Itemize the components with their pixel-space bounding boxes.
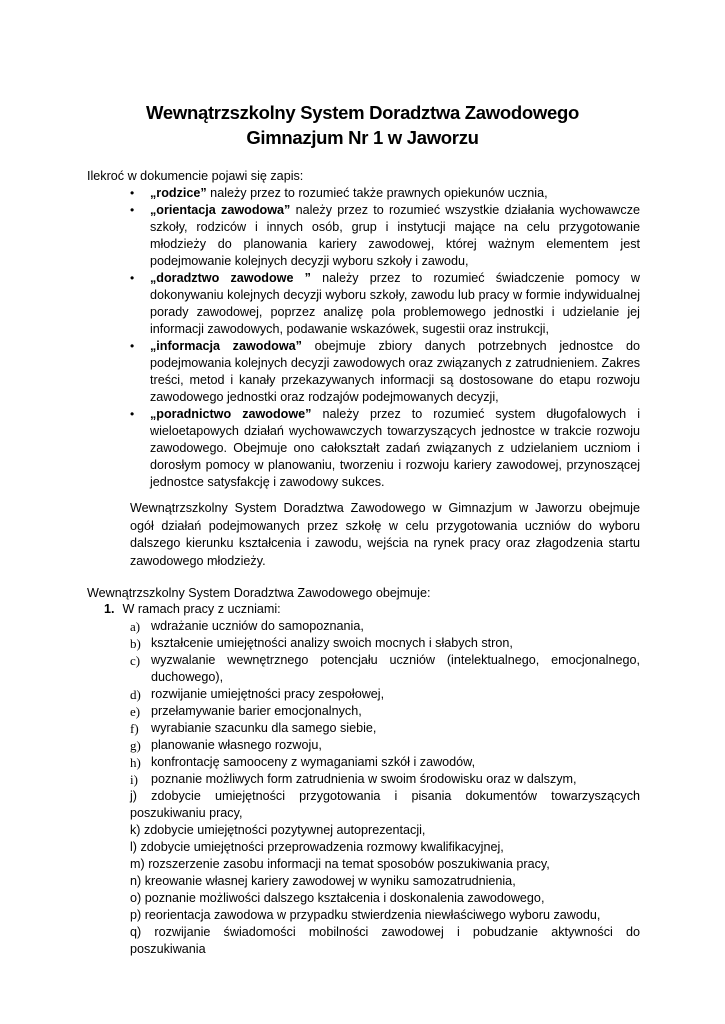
document-title: Wewnątrzszkolny System Doradztwa Zawodowego: [146, 102, 579, 123]
definition-term: „informacja zawodowa”: [150, 339, 302, 353]
document-subtitle: Gimnazjum Nr 1 w Jaworzu: [246, 127, 479, 148]
list-item: [130, 754, 640, 771]
list-item-text: konfrontację samooceny z wymaganiami szkół i zawodów,: [151, 755, 476, 769]
list-item-text: planowanie własnego rozwoju,: [151, 738, 322, 752]
list-item: [130, 618, 640, 635]
bullet-icon: •: [130, 203, 135, 217]
bullet-icon: •: [130, 271, 135, 285]
list-letter: i): [130, 772, 138, 787]
bullet-icon: •: [130, 186, 135, 200]
definitions-list: [128, 185, 640, 491]
list-letter: d): [130, 687, 141, 702]
list-letter: m): [130, 857, 145, 871]
list-letter: p): [130, 908, 142, 922]
list-item-text: rozwijanie umiejętności pracy zespołowej,: [151, 687, 385, 701]
list-item: [130, 788, 640, 822]
list-item: [130, 703, 640, 720]
definition-item: [128, 202, 640, 270]
list-letter: k): [130, 823, 141, 837]
list-letter: j): [130, 789, 137, 803]
list-item-text: wdrażanie uczniów do samopoznania,: [151, 619, 364, 633]
bullet-icon: •: [130, 407, 135, 421]
list-item: [130, 873, 640, 890]
list-item-text: reorientacja zawodowa w przypadku stwierdzenia niewłaściwego wyboru zawodu,: [144, 908, 601, 922]
list-letter: f): [130, 721, 139, 736]
section-heading: [104, 601, 281, 618]
list-item: [130, 856, 640, 873]
list-item: [130, 907, 640, 924]
definition-text: należy przez to rozumieć świadczenie pomocy w dokonywaniu kolejnych decyzji wyboru szkoły, zawodu lub pracy w formie indywidualnej porady zawodowej, poprzez analizę pola problemowego jednostki i udzielanie jej informacji zawodowych, podawanie wskazówek, sugestii oraz instrukcji,: [150, 271, 640, 336]
definitions-intro: Ilekroć w dokumencie pojawi się zapis:: [87, 169, 304, 183]
list-letter: a): [130, 619, 141, 634]
definition-item: [128, 270, 640, 338]
list-item: [130, 720, 640, 737]
list-item-text: zdobycie umiejętności pozytywnej autoprezentacji,: [144, 823, 426, 837]
list-item: [130, 890, 640, 907]
bullet-icon: •: [130, 339, 135, 353]
definition-term: „orientacja zawodowa”: [150, 203, 291, 217]
student-work-list: [130, 618, 640, 958]
list-letter: o): [130, 891, 142, 905]
list-letter: g): [130, 738, 141, 753]
list-item: [130, 924, 640, 958]
definition-term: „doradztwo zawodowe ”: [150, 271, 311, 285]
list-item: [130, 686, 640, 703]
list-item: [130, 635, 640, 652]
definition-item: [128, 185, 640, 202]
list-letter: q): [130, 925, 142, 939]
list-item-text: poznanie możliwych form zatrudnienia w swoim środowisku oraz w dalszym,: [151, 772, 577, 786]
definition-text: należy przez to rozumieć system długofalowych i wieloetapowych działań wychowawczych towarzyszących jednostce w trakcie rozwoju zawodowego. Obejmuje ono całokształt zadań związanych z udzielaniem uczniom i dorosłym pomocy w planowaniu, tworzeniu i rozwoju kariery zawodowej, przynoszącej jednostce satysfakcję i zawodowy sukces.: [150, 407, 640, 489]
list-item: [130, 652, 640, 686]
definition-text: należy przez to rozumieć wszystkie działania wychowawcze szkoły, rodziców i innych osób, grup i instytucji mające na celu przygotowanie młodzieży do planowania kariery zawodowej, której ważnym elementem jest podejmowanie kolejnych decyzji wyboru szkoły i zawodu,: [150, 203, 640, 268]
definition-item: [128, 338, 640, 406]
section-title: W ramach pracy z uczniami:: [122, 602, 281, 616]
list-item-text: przełamywanie barier emocjonalnych,: [151, 704, 362, 718]
definition-item: [128, 406, 640, 491]
list-item: [130, 822, 640, 839]
definition-term: „poradnictwo zawodowe”: [150, 407, 312, 421]
list-letter: c): [130, 653, 141, 668]
list-letter: e): [130, 704, 141, 719]
list-item-text: wyrabianie szacunku dla samego siebie,: [151, 721, 377, 735]
definition-term: „rodzice”: [150, 186, 207, 200]
list-item-text: kreowanie własnej kariery zawodowej w wyniku samozatrudnienia,: [144, 874, 516, 888]
list-letter: n): [130, 874, 142, 888]
definition-text: należy przez to rozumieć także prawnych opiekunów ucznia,: [206, 186, 548, 200]
list-letter: h): [130, 755, 141, 770]
list-item-text: rozwijanie świadomości mobilności zawodowej i pobudzanie aktywności do poszukiwania: [130, 925, 641, 956]
list-letter: b): [130, 636, 141, 651]
definition-text: obejmuje zbiory danych potrzebnych jednostce do podejmowania kolejnych decyzji zawodowych oraz związanych z zatrudnieniem. Zakres treści, metod i kanały przekazywanych informacji są dostosowane do etapu rozwoju zawodowego jednostki oraz rodzajów podejmowanych decyzji,: [150, 339, 640, 404]
list-item: [130, 771, 640, 788]
list-item-text: zdobycie umiejętności przygotowania i pisania dokumentów towarzyszących poszukiwaniu pracy,: [130, 789, 640, 820]
list-item-text: rozszerzenie zasobu informacji na temat sposobów poszukiwania pracy,: [148, 857, 550, 871]
list-item: [130, 737, 640, 754]
system-description-paragraph: Wewnątrzszkolny System Doradztwa Zawodowego w Gimnazjum w Jaworzu obejmuje ogół działań podejmowanych przez szkołę w celu przygotowania uczniów do wyboru dalszego kierunku kształcenia i zawodu, wejścia na rynek pracy oraz złagodzenia startu zawodowego młodzieży.: [130, 501, 640, 568]
section-number: 1.: [104, 602, 115, 616]
list-item: [130, 839, 640, 856]
list-letter: l): [130, 840, 137, 854]
list-item-text: zdobycie umiejętności przeprowadzenia rozmowy kwalifikacyjnej,: [140, 840, 504, 854]
list-item-text: poznanie możliwości dalszego kształcenia i doskonalenia zawodowego,: [144, 891, 545, 905]
scope-intro: Wewnątrzszkolny System Doradztwa Zawodowego obejmuje:: [87, 586, 431, 600]
list-item-text: kształcenie umiejętności analizy swoich mocnych i słabych stron,: [151, 636, 513, 650]
list-item-text: wyzwalanie wewnętrznego potencjału uczniów (intelektualnego, emocjonalnego, duchowego),: [151, 653, 640, 684]
